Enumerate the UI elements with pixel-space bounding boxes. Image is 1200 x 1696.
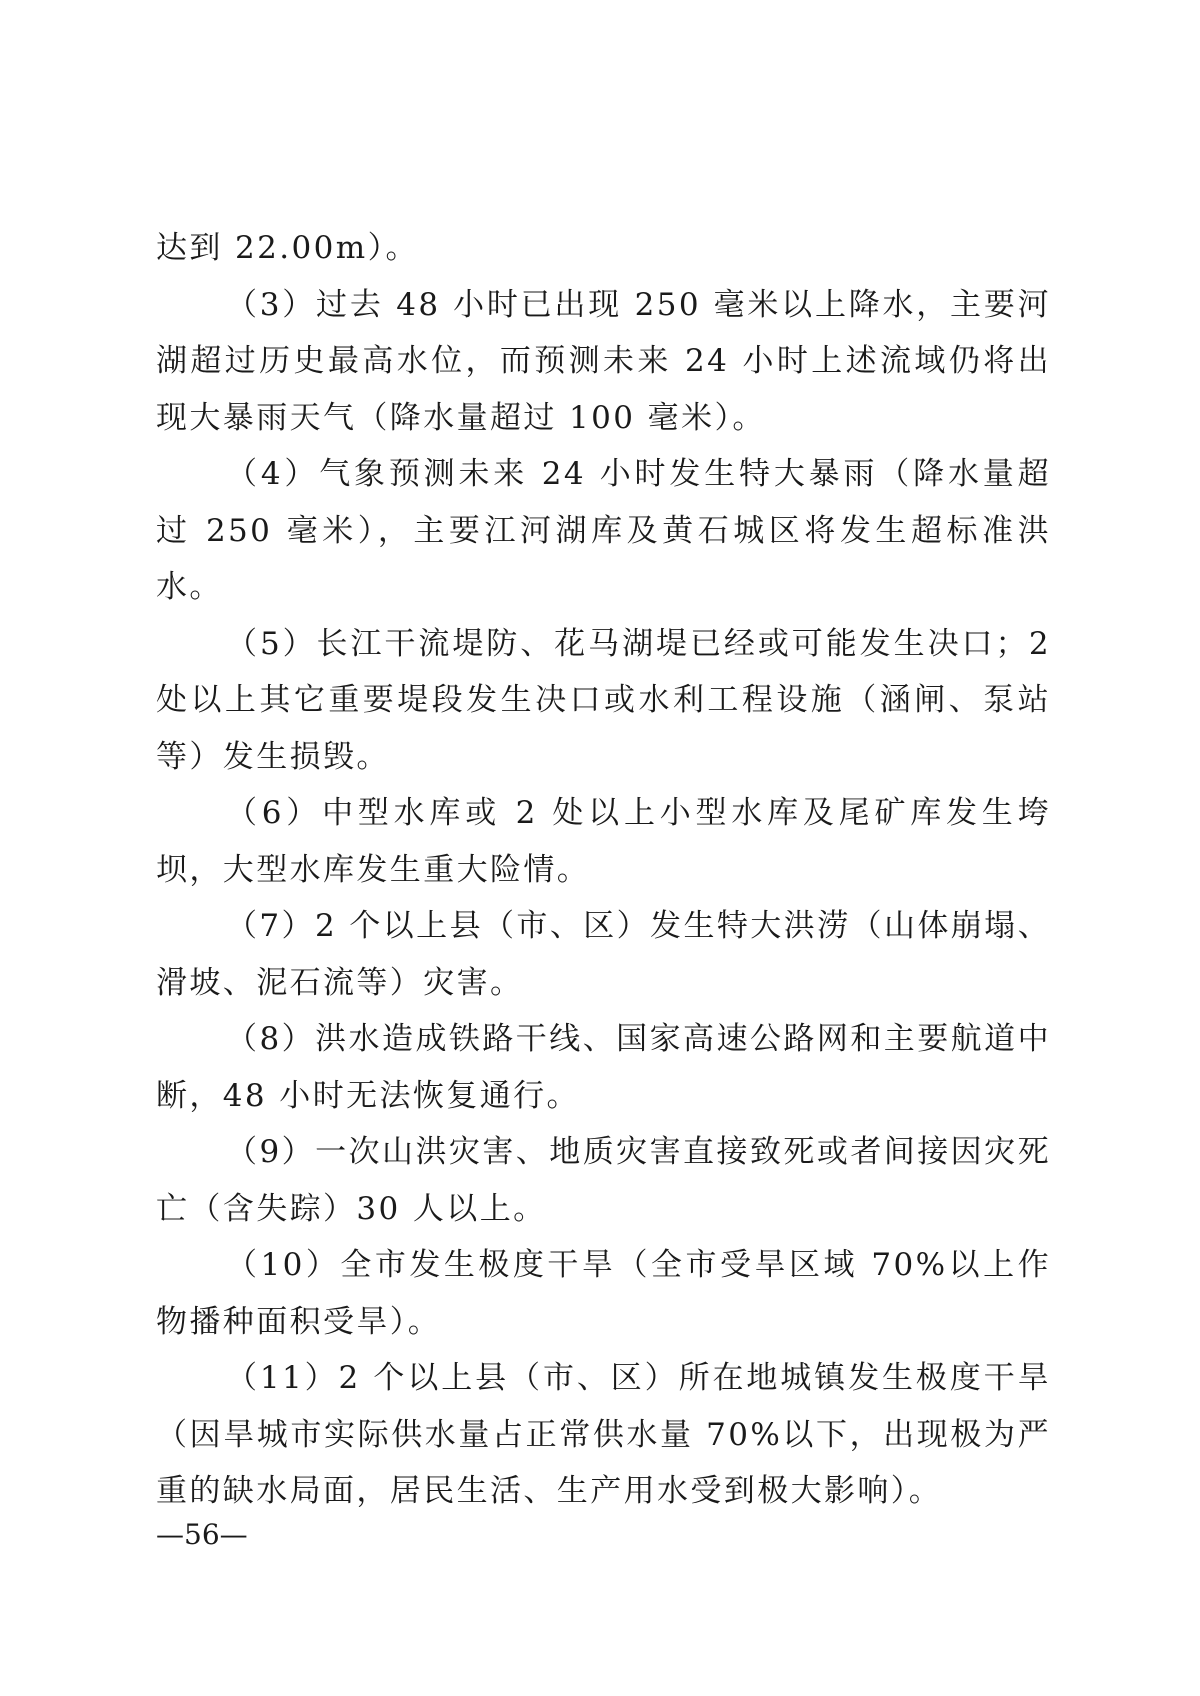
paragraph-item-8: （8）洪水造成铁路干线、国家高速公路网和主要航道中断，48 小时无法恢复通行。 — [156, 1021, 1051, 1114]
paragraph-item-11: （11）2 个以上县（市、区）所在地城镇发生极度干旱（因旱城市实际供水量占正常供水量 70%以下，出现极为严重的缺水局面，居民生活、生产用水受到极大影响）。 — [156, 1360, 1051, 1509]
paragraph-item-7: （7）2 个以上县（市、区）发生特大洪涝（山体崩塌、滑坡、泥石流等）灾害。 — [156, 908, 1051, 1001]
paragraph-item-10: （10）全市发生极度干旱（全市受旱区域 70%以上作物播种面积受旱）。 — [156, 1247, 1051, 1340]
paragraph-continuation: 达到 22.00m）。 — [156, 230, 419, 266]
paragraph-item-4: （4）气象预测未来 24 小时发生特大暴雨（降水量超过 250 毫米），主要江河湖库及黄石城区将发生超标准洪水。 — [156, 456, 1051, 605]
paragraph-item-3: （3）过去 48 小时已出现 250 毫米以上降水，主要河湖超过历史最高水位，而预测未来 24 小时上述流域仍将出现大暴雨天气（降水量超过 100 毫米）。 — [156, 286, 1051, 436]
paragraph-item-5: （5）长江干流堤防、花马湖堤已经或可能发生决口；2 处以上其它重要堤段发生决口或水利工程设施（涵闸、泵站等）发生损毁。 — [156, 625, 1051, 775]
paragraph-item-6: （6）中型水库或 2 处以上小型水库及尾矿库发生垮坝，大型水库发生重大险情。 — [156, 795, 1051, 888]
paragraph-item-9: （9）一次山洪灾害、地质灾害直接致死或者间接因灾死亡（含失踪）30 人以上。 — [156, 1134, 1051, 1227]
document-body — [156, 220, 1051, 1520]
page-number: —56— — [156, 1518, 248, 1551]
